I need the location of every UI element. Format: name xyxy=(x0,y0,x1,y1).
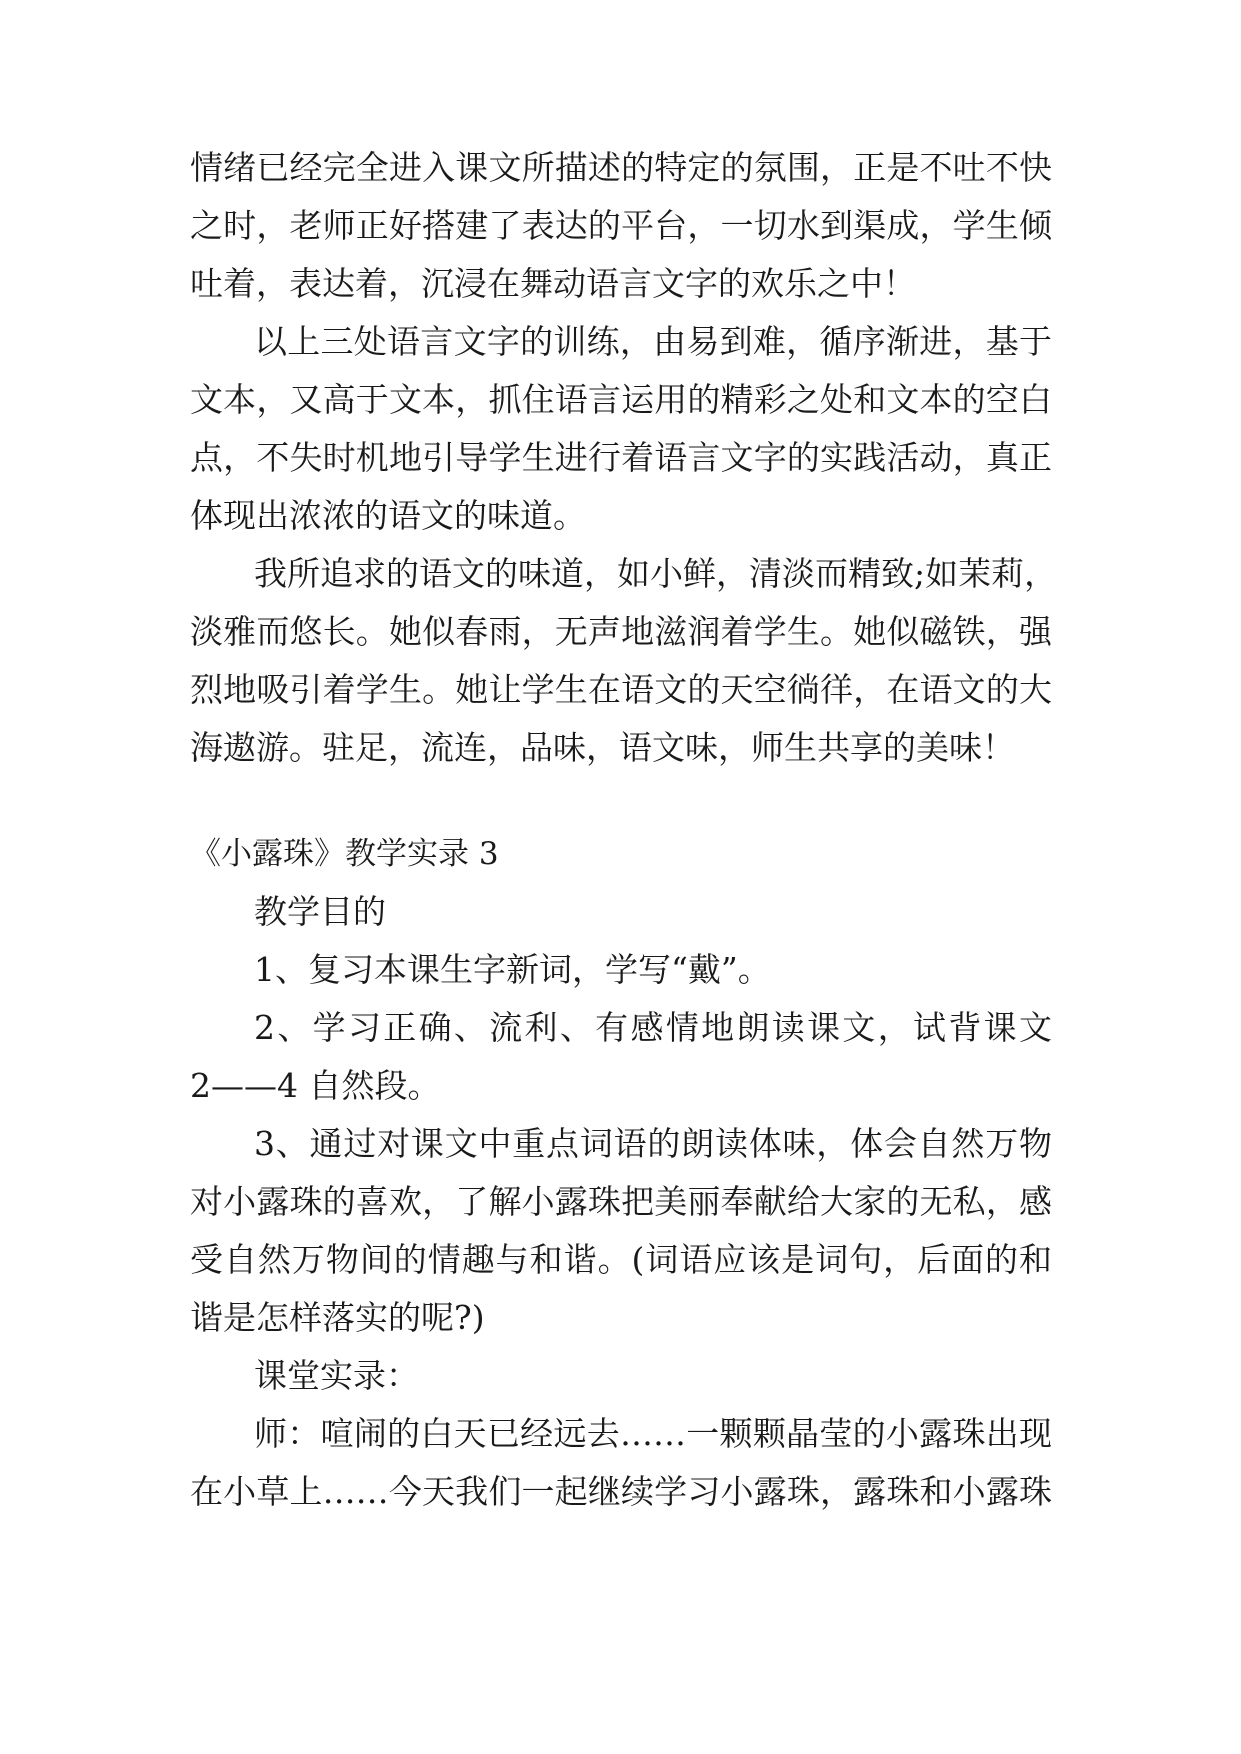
list-item-continuation: 谐是怎样落实的呢?) xyxy=(190,1298,485,1337)
paragraph-line: 师：喧闹的白天已经远去……一颗颗晶莹的小露珠出现 xyxy=(254,1414,1052,1453)
paragraph-line: 以上三处语言文字的训练，由易到难，循序渐进，基于 xyxy=(254,322,1052,361)
section-title: 《小露珠》教学实录 3 xyxy=(190,836,499,872)
paragraph-line: 海遨游。驻足，流连，品味，语文味，师生共享的美味！ xyxy=(190,728,1015,767)
paragraph-line: 情绪已经完全进入课文所描述的特定的氛围，正是不吐不快 xyxy=(190,148,1052,187)
list-item-continuation: 对小露珠的喜欢，了解小露珠把美丽奉献给大家的无私，感 xyxy=(190,1182,1052,1221)
paragraph-line: 烈地吸引着学生。她让学生在语文的天空徜徉，在语文的大 xyxy=(190,670,1052,709)
subheading: 教学目的 xyxy=(254,892,386,931)
paragraph-line: 文本，又高于文本，抓住语言运用的精彩之处和文本的空白 xyxy=(190,380,1052,419)
paragraph-line: 体现出浓浓的语文的味道。 xyxy=(190,496,586,535)
list-item: 3、通过对课文中重点词语的朗读体味，体会自然万物 xyxy=(254,1124,1052,1163)
list-item-continuation: 受自然万物间的情趣与和谐。(词语应该是词句，后面的和 xyxy=(190,1240,1052,1279)
list-item: 1、复习本课生字新词，学写“戴”。 xyxy=(254,950,771,989)
paragraph-line: 吐着，表达着，沉浸在舞动语言文字的欢乐之中！ xyxy=(190,264,916,303)
paragraph-line: 之时，老师正好搭建了表达的平台，一切水到渠成，学生倾 xyxy=(190,206,1052,245)
paragraph-line: 淡雅而悠长。她似春雨，无声地滋润着学生。她似磁铁，强 xyxy=(190,612,1052,651)
list-item-continuation: 2——4 自然段。 xyxy=(190,1066,441,1105)
paragraph-line: 我所追求的语文的味道，如小鲜，清淡而精致;如茉莉， xyxy=(254,554,1058,593)
document-page xyxy=(190,148,1058,1708)
paragraph-line: 在小草上……今天我们一起继续学习小露珠，露珠和小露珠 xyxy=(190,1472,1052,1511)
list-item: 2、学习正确、流利、有感情地朗读课文，试背课文 xyxy=(254,1008,1052,1047)
subheading: 课堂实录： xyxy=(254,1356,419,1395)
paragraph-line: 点，不失时机地引导学生进行着语言文字的实践活动，真正 xyxy=(190,438,1052,477)
